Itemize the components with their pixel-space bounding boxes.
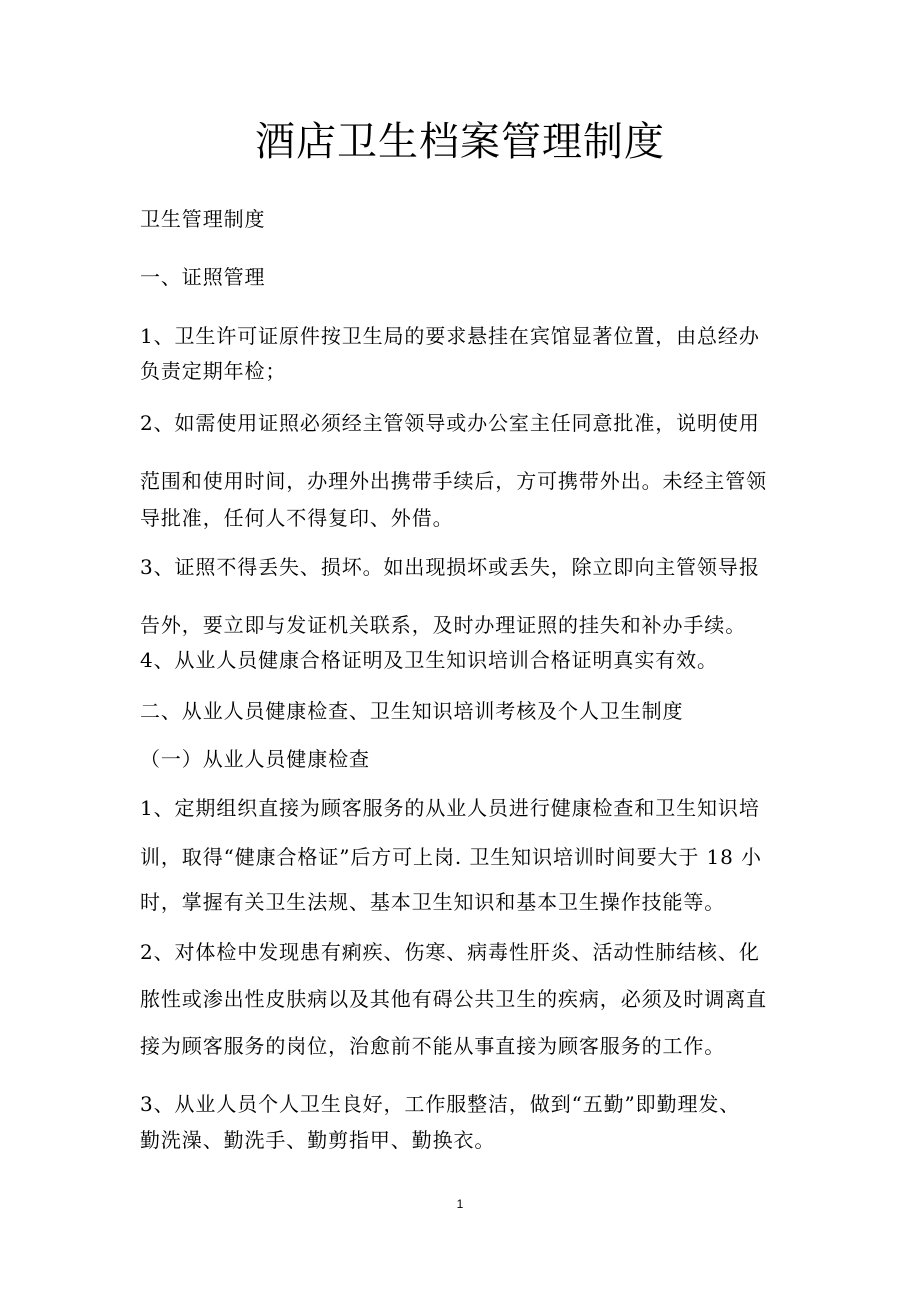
paragraph-line: 训，取得“健康合格证”后方可上岗. 卫生知识培训时间要大于 18 小 [140, 845, 762, 869]
document-title: 酒店卫生档案管理制度 [255, 119, 665, 165]
paragraph-line: 3、从业人员个人卫生良好，工作服整洁，做到“五勤”即勤理发、 [140, 1092, 741, 1116]
paragraph-line: 负责定期年检； [140, 359, 287, 383]
subsection-heading: （一）从业人员健康检查 [140, 747, 370, 771]
paragraph-line: 勤洗澡、勤洗手、勤剪指甲、勤换衣。 [140, 1128, 496, 1152]
section-heading: 一、证照管理 [140, 265, 266, 289]
paragraph-line: 1、卫生许可证原件按卫生局的要求悬挂在宾馆显著位置，由总经办 [140, 324, 760, 348]
paragraph-line: 时，掌握有关卫生法规、基本卫生知识和基本卫生操作技能等。 [140, 890, 726, 914]
paragraph-line: 3、证照不得丢失、损坏。如出现损坏或丢失，除立即向主管领导报 [140, 555, 760, 579]
paragraph-line: 4、从业人员健康合格证明及卫生知识培训合格证明真实有效。 [140, 648, 718, 672]
paragraph-line: 接为顾客服务的岗位，治愈前不能从事直接为顾客服务的工作。 [140, 1034, 726, 1058]
paragraph-line: 脓性或渗出性皮肤病以及其他有碍公共卫生的疾病，必须及时调离直 [140, 987, 767, 1011]
paragraph-line: 导批准，任何人不得复印、外借。 [140, 506, 454, 530]
section-heading: 卫生管理制度 [140, 207, 266, 231]
paragraph-line: 2、如需使用证照必须经主管领导或办公室主任同意批准，说明使用 [140, 411, 760, 435]
paragraph-line: 告外，要立即与发证机关联系，及时办理证照的挂失和补办手续。 [140, 613, 747, 637]
paragraph-line: 2、对体检中发现患有痢疾、伤寒、病毒性肝炎、活动性肺结核、化 [140, 940, 760, 964]
paragraph-line: 范围和使用时间，办理外出携带手续后，方可携带外出。未经主管领 [140, 469, 767, 493]
paragraph-line: 1、定期组织直接为顾客服务的从业人员进行健康检查和卫生知识培 [140, 796, 760, 820]
page-number: 1 [456, 1197, 464, 1211]
section-heading: 二、从业人员健康检查、卫生知识培训考核及个人卫生制度 [140, 699, 684, 723]
